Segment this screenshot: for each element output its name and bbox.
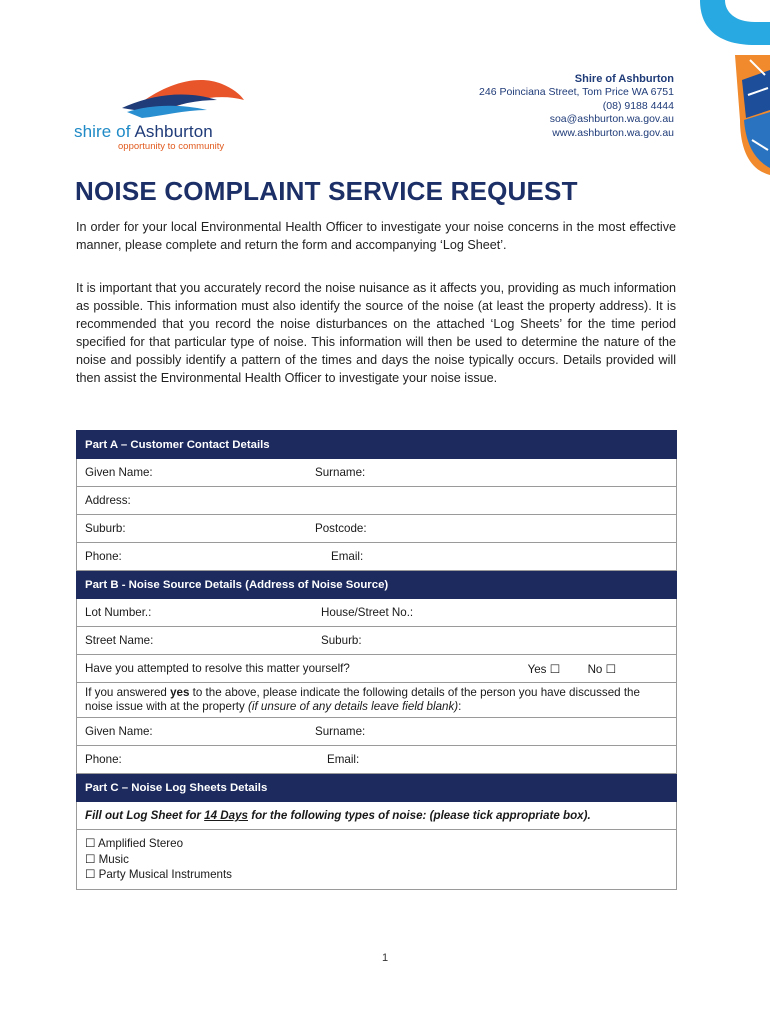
followup-text-end: : <box>458 700 462 713</box>
logo-wordmark <box>74 122 213 142</box>
followup-text-mid: to the above, please indicate the following details of the person you have discussed the noise issue with at the property <box>85 686 640 713</box>
logo-wordmark-strong: Ashburton <box>134 122 213 141</box>
email-label: Email: <box>331 550 364 563</box>
part-a-header: Part A – Customer Contact Details <box>77 431 677 459</box>
source-suburb-label: Suburb: <box>321 634 362 647</box>
address-label: Address: <box>85 494 131 507</box>
suburb-label: Suburb: <box>85 522 126 535</box>
option-music[interactable]: ☐ Music <box>85 852 129 866</box>
instruction-days: 14 Days <box>204 809 248 822</box>
contact-phone-label: Phone: <box>85 753 122 766</box>
part-c-instruction <box>77 802 677 830</box>
org-address: 246 Poinciana Street, Tom Price WA 6751 <box>479 86 674 99</box>
part-b-contact-name-row[interactable] <box>77 718 677 746</box>
followup-text-bold: yes <box>170 686 190 699</box>
part-a-suburb-row[interactable] <box>77 515 677 543</box>
intro-paragraph-1: In order for your local Environmental Health Officer to investigate your noise concerns in the most effective manner, please complete and return the form and accompanying ‘Log Sheet’. <box>76 220 676 252</box>
part-b-lot-row[interactable] <box>77 599 677 627</box>
part-c-options <box>77 830 677 890</box>
part-b-street-row[interactable] <box>77 627 677 655</box>
instruction-pre: Fill out Log Sheet for <box>85 809 205 822</box>
surname-label: Surname: <box>315 466 366 479</box>
contact-surname-label: Surname: <box>315 725 366 738</box>
followup-text-pre: If you answered <box>85 686 171 699</box>
yes-checkbox[interactable]: Yes ☐ <box>527 662 561 676</box>
attempted-question: Have you attempted to resolve this matter yourself? <box>85 661 350 675</box>
contact-given-name-label: Given Name: <box>85 725 153 738</box>
part-c-header: Part C – Noise Log Sheets Details <box>77 774 677 802</box>
phone-label: Phone: <box>85 550 122 563</box>
part-b-header: Part B - Noise Source Details (Address of Noise Source) <box>77 571 677 599</box>
org-name: Shire of Ashburton <box>574 73 674 85</box>
instruction-post: for the following types of noise: (please tick appropriate box). <box>248 809 591 822</box>
option-amplified-stereo[interactable]: ☐ Amplified Stereo <box>85 837 184 850</box>
intro-paragraph-2: It is important that you accurately record the noise nuisance as it affects you, providing as much information as possible. This information must also identify the source of the noise (at least the property address). It is recommended that you record the noise disturbances on the attached ‘Log Sheets’ for the time period specified for that particular type of noise. This information will then be used to determine the nature of the noise and possibly identify a pattern of the times and days the noise typically occurs. Details provided will then assist the Environmental Health Officer to investigate your noise issue. <box>76 281 676 385</box>
postcode-label: Postcode: <box>315 522 367 535</box>
lot-number-label: Lot Number.: <box>85 606 152 619</box>
option-party-instruments[interactable]: ☐ Party Musical Instruments <box>85 868 232 881</box>
corner-decoration <box>680 0 770 180</box>
page-title: NOISE COMPLAINT SERVICE REQUEST <box>75 176 578 206</box>
given-name-label: Given Name: <box>85 466 153 479</box>
part-a-address-row[interactable] <box>77 487 677 515</box>
contact-email-label: Email: <box>327 753 360 766</box>
complaint-form-table <box>76 430 677 890</box>
org-website[interactable]: www.ashburton.wa.gov.au <box>552 126 674 139</box>
logo-tagline: opportunity to community <box>118 141 225 152</box>
part-b-followup-row <box>77 683 677 718</box>
street-name-label: Street Name: <box>85 634 154 647</box>
org-contact-block <box>479 73 674 140</box>
followup-text-italic: (if unsure of any details leave field blank) <box>248 700 459 713</box>
org-phone: (08) 9188 4444 <box>602 99 674 112</box>
part-a-name-row[interactable] <box>77 459 677 487</box>
org-email[interactable]: soa@ashburton.wa.gov.au <box>549 113 674 126</box>
part-b-attempted-row <box>77 655 677 683</box>
part-b-contact-phone-row[interactable] <box>77 746 677 774</box>
no-checkbox[interactable]: No ☐ <box>587 662 616 676</box>
page-number: 1 <box>381 952 389 964</box>
logo-wordmark-plain: shire of <box>74 122 135 141</box>
part-a-phone-row[interactable] <box>77 543 677 571</box>
house-number-label: House/Street No.: <box>321 606 414 619</box>
